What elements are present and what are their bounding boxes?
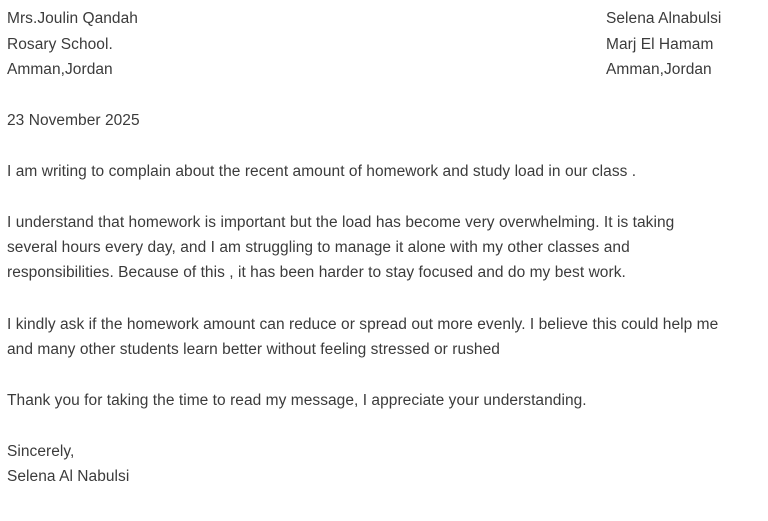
- sender-name: Selena Alnabulsi: [606, 10, 722, 27]
- paragraph-line: I kindly ask if the homework amount can reduce or spread out more evenly. I believe this could help me: [7, 316, 719, 333]
- recipient-name: Mrs.Joulin Qandah: [7, 10, 138, 27]
- paragraph-line: responsibilities. Because of this , it has been harder to stay focused and do my best work.: [7, 264, 626, 281]
- thanks-paragraph: Thank you for taking the time to read my message, I appreciate your understanding.: [7, 392, 587, 409]
- valediction: Sincerely,: [7, 443, 75, 460]
- signature-name: Selena Al Nabulsi: [7, 468, 130, 485]
- sender-city: Amman,Jordan: [606, 61, 712, 78]
- paragraph-line: several hours every day, and I am struggling to manage it alone with my other classes and: [7, 239, 630, 256]
- sender-area: Marj El Hamam: [606, 36, 714, 53]
- paragraph-line: I understand that homework is important but the load has become very overwhelming. It is taking: [7, 214, 675, 231]
- recipient-city: Amman,Jordan: [7, 61, 113, 78]
- paragraph-line: and many other students learn better without feeling stressed or rushed: [7, 341, 500, 358]
- letter-date: 23 November 2025: [7, 112, 140, 129]
- intro-paragraph: I am writing to complain about the recent amount of homework and study load in our class .: [7, 163, 637, 180]
- recipient-school: Rosary School.: [7, 36, 113, 53]
